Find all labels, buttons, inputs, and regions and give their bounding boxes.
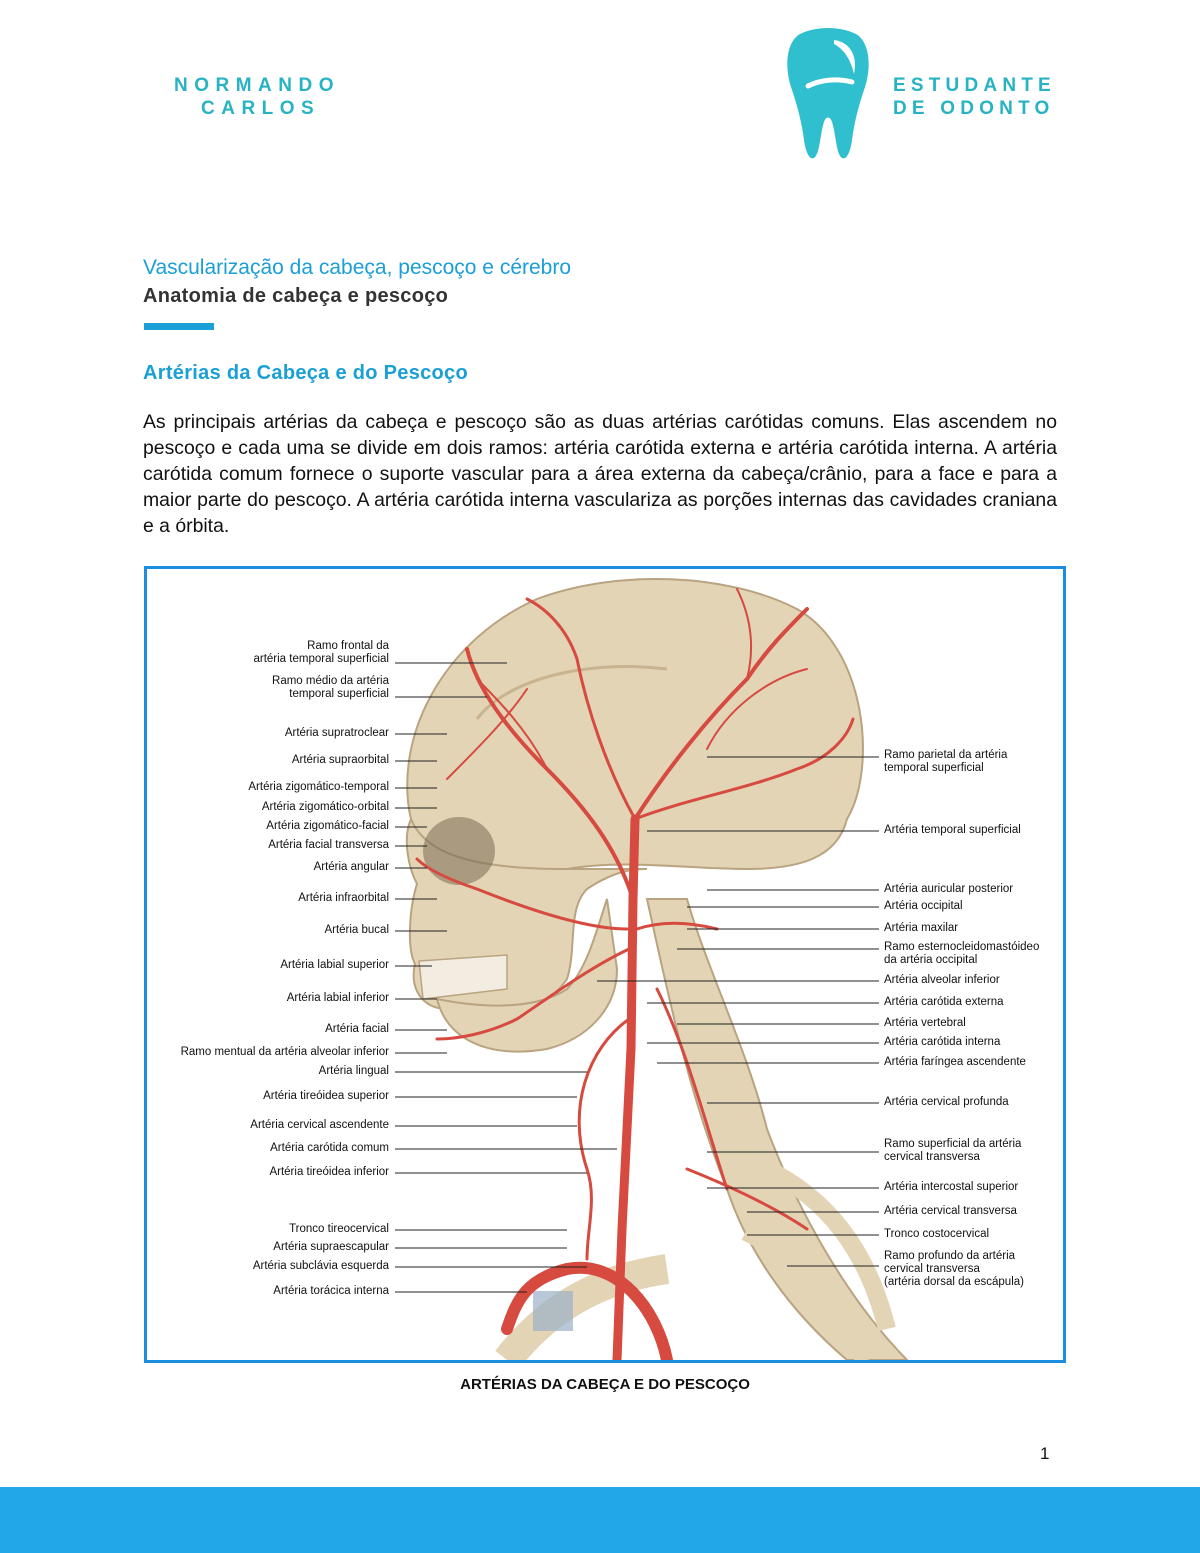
label-arteria-labial-superior: Artéria labial superior	[280, 959, 389, 971]
label-arteria-zigomatico-facial: Artéria zigomático-facial	[266, 820, 389, 832]
label-arteria-maxilar: Artéria maxilar	[884, 922, 959, 934]
brand-logo-text	[893, 74, 1056, 120]
label-arteria-occipital: Artéria occipital	[884, 900, 963, 912]
label-tronco-costocervical: Tronco costocervical	[884, 1228, 990, 1240]
label-arteria-carotida-interna: Artéria carótida interna	[884, 1036, 1001, 1048]
figure-caption: ARTÉRIAS DA CABEÇA E DO PESCOÇO	[460, 1376, 750, 1393]
document-subtitle: Vascularização da cabeça, pescoço e cérebro	[143, 256, 572, 279]
label-arteria-cervical-profunda: Artéria cervical profunda	[884, 1096, 1009, 1108]
label-arteria-angular: Artéria angular	[313, 861, 389, 873]
label-arteria-cervical-transversa: Artéria cervical transversa	[884, 1205, 1017, 1217]
label-ramo-superficial: Ramo superficial da artéria cervical transversa	[884, 1138, 1022, 1163]
anatomy-figure	[144, 566, 1066, 1363]
label-arteria-zigomatico-orbital: Artéria zigomático-orbital	[261, 801, 389, 813]
label-tronco-tireocervical: Tronco tireocervical	[289, 1223, 389, 1235]
label-arteria-subclavia-esquerda: Artéria subclávia esquerda	[252, 1260, 389, 1272]
author-logo-text	[174, 74, 340, 120]
label-arteria-supratroclear: Artéria supratroclear	[284, 727, 389, 739]
tooth-icon	[786, 28, 870, 162]
section-title: Artérias da Cabeça e do Pescoço	[143, 362, 468, 384]
label-arteria-carotida-comum: Artéria carótida comum	[270, 1142, 389, 1154]
label-arteria-zigomatico-temporal: Artéria zigomático-temporal	[248, 781, 389, 793]
label-arteria-facial: Artéria facial	[325, 1023, 389, 1035]
author-line-1: NORMANDO	[174, 75, 340, 96]
label-arteria-tireoidea-inferior: Artéria tireóidea inferior	[269, 1166, 389, 1178]
label-arteria-auricular-posterior: Artéria auricular posterior	[884, 883, 1014, 895]
course-title: Anatomia de cabeça e pescoço	[143, 285, 449, 307]
label-arteria-bucal: Artéria bucal	[324, 924, 389, 936]
label-arteria-supraorbital: Artéria supraorbital	[291, 754, 389, 766]
label-arteria-facial-transversa: Artéria facial transversa	[268, 839, 389, 851]
label-ramo-frontal: Ramo frontal da artéria temporal superficial	[253, 640, 389, 665]
label-arteria-labial-inferior: Artéria labial inferior	[286, 992, 389, 1004]
label-arteria-temporal-superficial: Artéria temporal superficial	[884, 824, 1021, 836]
accent-divider	[144, 323, 214, 330]
label-arteria-supraescapular: Artéria supraescapular	[273, 1241, 389, 1253]
page-number: 1	[1040, 1444, 1050, 1463]
label-ramo-esternocleidomastoideo: Ramo esternocleidomastóideo da artéria occipital	[884, 941, 1040, 966]
label-arteria-lingual: Artéria lingual	[318, 1065, 389, 1077]
label-ramo-profundo: Ramo profundo da artéria cervical transversa (artéria dorsal da escápula)	[884, 1250, 1024, 1288]
label-arteria-toracica-interna: Artéria torácica interna	[273, 1285, 389, 1297]
brand-line-1: ESTUDANTE	[893, 75, 1056, 96]
label-ramo-mentual: Ramo mentual da artéria alveolar inferior	[180, 1046, 389, 1058]
label-arteria-carotida-externa: Artéria carótida externa	[884, 996, 1004, 1008]
label-arteria-vertebral: Artéria vertebral	[884, 1017, 966, 1029]
footer-band	[0, 1487, 1200, 1553]
label-arteria-tireoidea-superior: Artéria tireóidea superior	[263, 1090, 389, 1102]
body-paragraph: As principais artérias da cabeça e pescoço são as duas artérias carótidas comuns. Elas ascendem no pescoço e cada uma se divide em dois ramos: artéria carótida externa e artéria carótida interna. A artéria carótida comum fornece o suporte vascular para a área externa da cabeça/crânio, para a face e para a maior parte do pescoço. A artéria carótida interna vasculariza as porções internas das cavidades craniana e a órbita.	[143, 411, 1057, 537]
label-arteria-faringea-ascendente: Artéria faríngea ascendente	[884, 1056, 1026, 1068]
label-ramo-parietal: Ramo parietal da artéria temporal superficial	[884, 749, 1008, 774]
label-arteria-cervical-ascendente: Artéria cervical ascendente	[250, 1119, 389, 1131]
label-arteria-infraorbital: Artéria infraorbital	[298, 892, 389, 904]
label-arteria-alveolar-inferior: Artéria alveolar inferior	[884, 974, 1000, 986]
label-arteria-intercostal-superior: Artéria intercostal superior	[884, 1181, 1019, 1193]
brand-line-2: DE ODONTO	[893, 98, 1055, 119]
author-line-2: CARLOS	[201, 98, 321, 119]
label-ramo-medio: Ramo médio da artéria temporal superficial	[272, 675, 389, 700]
